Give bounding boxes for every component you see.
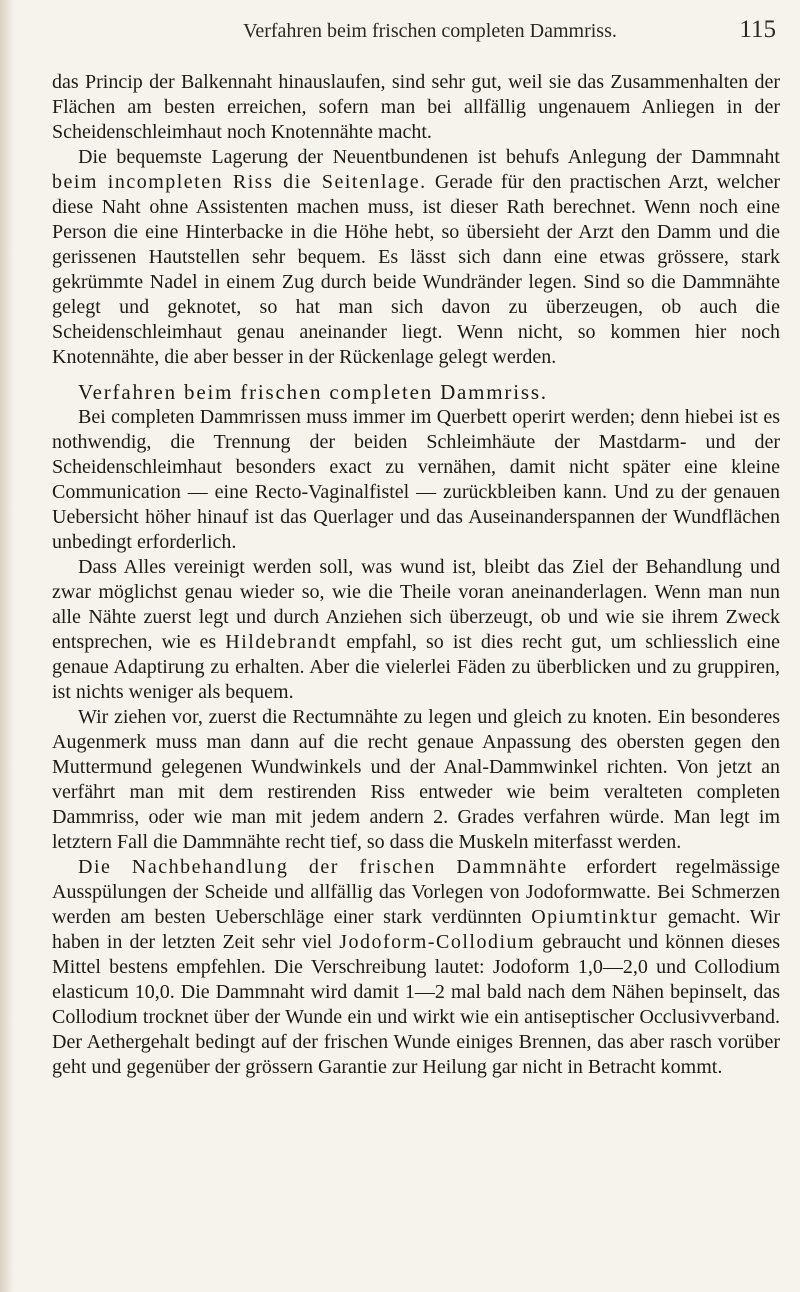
section-heading: Verfahren beim frischen completen Dammriss. xyxy=(78,380,548,404)
paragraph-6-text-a: erfordert regelmässige Ausspülungen der Scheide und allfällig das Vorlegen von Jodoformwatte. Bei Schmerzen werden am besten Ueberschläge einer stark verdünnten xyxy=(52,856,780,928)
paragraph-6-spaced-b: Opiumtinktur xyxy=(531,906,659,928)
paragraph-5: Wir ziehen vor, zuerst die Rectumnähte zu legen und gleich zu knoten. Ein besonderes Augenmerk muss man dann auf die recht genaue Anpassung des obersten gegen den Muttermund gelegenen Wundwinkels und der Anal-Dammwinkel richten. Von jetzt an verfährt man mit dem restirenden Riss entweder wie beim veralteten completen Dammriss, oder wie man mit jedem andern 2. Grades verfahren würde. Man legt im letztern Fall die Dammnähte recht tief, so dass die Muskeln miterfasst werden. xyxy=(52,706,780,853)
page-edge-shadow xyxy=(0,0,14,1292)
paragraph-2 xyxy=(52,145,780,370)
paragraph-3: Bei completen Dammrissen muss immer im Querbett operirt werden; denn hiebei ist es nothwendig, die Trennung der beiden Schleimhäute der Mastdarm- und der Scheidenschleimhaut besonders exact zu vernähen, damit nicht später eine kleine Communication — eine Recto-Vaginalfistel — zurückbleiben kann. Und zu der genauen Uebersicht höher hinauf ist das Querlager und das Auseinanderspannen der Wundflächen unbedingt erforderlich. xyxy=(52,406,780,553)
page-number: 115 xyxy=(739,16,776,43)
paragraph-2-text-b: Gerade für den practischen Arzt, welcher diese Naht ohne Assistenten machen muss, ist dieser Rath berechnet. Wenn noch eine Person die eine Hinterbacke in die Höhe hebt, so übersieht der Arzt den Damm und die gerissenen Hautstellen sehr bequem. Es lässt sich dann eine etwas grössere, stark gekrümmte Nadel in einem Zug durch beide Wundränder legen. Sind so die Dammnähte gelegt und geknotet, so hat man sich davon zu überzeugen, ob auch die Scheidenschleimhaut genau aneinander liegt. Wenn nicht, so kommen hier noch Knotennähte, die aber besser in der Rückenlage gelegt werden. xyxy=(52,171,780,368)
paragraph-6-text-c: gebraucht und können dieses Mittel bestens empfehlen. Die Verschreibung lautet: Jodoform 1,0—2,0 und Collodium elasticum 10,0. Die Dammnaht wird damit 1—2 mal bald nach dem Nähen bepinselt, das Collodium trocknet über der Wunde ein und wirkt wie ein antiseptischer Occlusivverband. Der Aethergehalt bedingt auf der frischen Wunde einiges Brennen, das aber rasch vorüber geht und gegenüber der grössern Garantie zur Heilung gar nicht in Betracht kommt. xyxy=(52,931,780,1078)
author-name-hildebrandt: Hildebrandt xyxy=(225,631,338,653)
paragraph-1: das Princip der Balkennaht hinauslaufen, sind sehr gut, weil sie das Zusammenhalten der Flächen am besten erreichen, sofern man bei allfällig ungenauem Anliegen in der Scheidenschleimhaut noch Knotennähte macht. xyxy=(52,71,780,143)
paragraph-2-spaced-emphasis: beim incompleten Riss die Seitenlage. xyxy=(52,171,427,193)
paragraph-6 xyxy=(52,855,780,1080)
paragraph-6-spaced-a: Die Nachbehandlung der frischen Dammnähte xyxy=(78,856,568,878)
page-header xyxy=(150,14,778,54)
running-head: Verfahren beim frischen completen Dammriss. xyxy=(243,20,617,42)
paragraph-4 xyxy=(52,555,780,705)
paragraph-6-spaced-c: Jodoform-Collodium xyxy=(339,931,536,953)
body-text xyxy=(52,70,780,1080)
paragraph-2-text-a: Die bequemste Lagerung der Neuentbundenen ist behufs Anlegung der Dammnaht xyxy=(78,146,780,168)
paragraph-4-text-a: Dass Alles vereinigt werden soll, was wund ist, bleibt das Ziel der Behandlung und zwar möglichst genau wieder so, wie die Theile voran aneinanderlagen. Wenn man nun alle Nähte zuerst legt und durch Anziehen sich überzeugt, ob und wie sie ihrem Zweck entsprechen, wie es xyxy=(52,556,780,653)
paragraph-4-text-b: empfahl, so ist dies recht gut, um schliesslich eine genaue Adaptirung zu erhalten. Aber die vielerlei Fäden zu überblicken und zu gruppiren, ist nichts weniger als bequem. xyxy=(52,631,781,703)
paragraph-6-text-b: gemacht. Wir haben in der letzten Zeit sehr viel xyxy=(52,906,780,953)
